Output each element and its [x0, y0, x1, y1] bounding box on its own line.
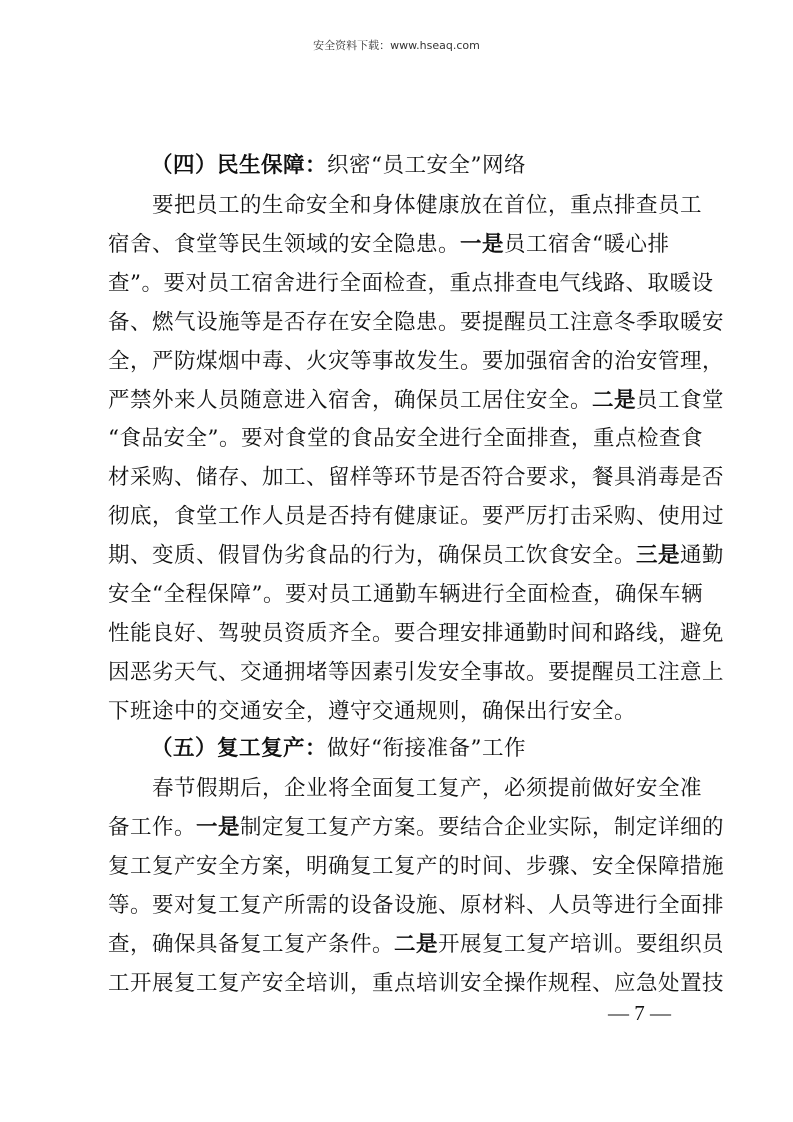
body-line — [108, 771, 703, 802]
body-line — [108, 421, 703, 452]
line-text: 员工食堂 — [636, 387, 725, 413]
line-text: 材采购、储存、加工、留样等环节是否符合要求，餐具消毒是否 — [108, 465, 725, 491]
keyword: 一是 — [196, 814, 241, 840]
line-text: 查”。要对员工宿舍进行全面检查，重点排查电气线路、取暖设 — [108, 270, 714, 296]
section4-heading — [108, 148, 693, 179]
line-text: 因恶劣天气、交通拥堵等因素引发安全事故。要提醒员工注意上 — [108, 659, 725, 685]
body-line — [108, 927, 725, 958]
line-text: 要把员工的生命安全和身体健康放在首位，重点排查员工 — [108, 193, 703, 218]
body-line — [108, 849, 725, 880]
line-text: 安全“全程保障”。要对员工通勤车辆进行全面检查，确保车辆 — [108, 582, 703, 607]
line-text: 通勤 — [680, 543, 725, 569]
line-text: 全，严防煤烟中毒、火灾等事故发生。要加强宿舍的治安管理， — [108, 348, 725, 374]
section5-heading-bold: （五）复工复产： — [151, 736, 328, 761]
section5-heading — [108, 731, 693, 762]
keyword: 二是 — [592, 387, 637, 413]
body-line — [108, 694, 693, 725]
line-text: 工开展复工复产安全培训，重点培训安全操作规程、应急处置技 — [108, 970, 725, 996]
line-text: 查，确保具备复工复产条件。 — [108, 931, 395, 957]
body-line — [108, 577, 703, 608]
line-text: 员工宿舍“暖心排 — [504, 231, 670, 257]
section4-heading-rest: 织密“员工安全”网络 — [327, 153, 526, 178]
body-line — [108, 305, 725, 336]
body-line — [108, 188, 703, 219]
body-line — [108, 383, 725, 414]
body-line — [108, 538, 725, 569]
line-text: 严禁外来人员随意进入宿舍，确保员工居住安全。 — [108, 387, 593, 413]
page-number: — 7 — — [608, 1001, 671, 1025]
line-text: 复工复产安全方案，明确复工复产的时间、步骤、安全保障措施 — [108, 853, 725, 879]
body-line — [108, 266, 714, 297]
body-line — [108, 966, 725, 997]
body-line — [108, 227, 693, 258]
body-line — [108, 810, 725, 841]
keyword: 一是 — [460, 231, 505, 257]
line-text: 备工作。 — [108, 814, 197, 840]
line-text: 彻底，食堂工作人员是否持有健康证。要严厉打击采购、使用过 — [108, 504, 725, 530]
body-line — [108, 499, 725, 530]
body-line — [108, 616, 725, 647]
body-line — [108, 344, 725, 375]
page-header: 安全资料下载：www.hseaq.com — [313, 39, 480, 52]
line-text: 等。要对复工复产所需的设备设施、原材料、人员等进行全面排 — [108, 892, 725, 918]
section4-heading-bold: （四）民生保障： — [151, 153, 328, 178]
line-text: 备、燃气设施等是否存在安全隐患。要提醒员工注意冬季取暖安 — [108, 309, 725, 335]
keyword: 二是 — [394, 931, 439, 957]
section5-heading-rest: 做好“衔接准备”工作 — [327, 736, 526, 761]
line-text: 性能良好、驾驶员资质齐全。要合理安排通勤时间和路线，避免 — [108, 620, 725, 646]
line-text: 春节假期后，企业将全面复工复产，必须提前做好安全准 — [108, 776, 703, 801]
line-text: 期、变质、假冒伪劣食品的行为，确保员工饮食安全。 — [108, 543, 637, 569]
body-line — [108, 888, 725, 919]
line-text: 制定复工复产方案。要结合企业实际，制定详细的 — [240, 814, 725, 840]
body-line — [108, 460, 725, 491]
body-line — [108, 655, 725, 686]
line-text: 宿舍、食堂等民生领域的安全隐患。 — [108, 231, 461, 257]
line-text: “食品安全”。要对食堂的食品安全进行全面排查，重点检查食 — [108, 426, 703, 452]
line-text: 开展复工复产培训。要组织员 — [438, 931, 725, 957]
line-text: 下班途中的交通安全，遵守交通规则，确保出行安全。 — [108, 698, 637, 724]
keyword: 三是 — [636, 543, 681, 569]
